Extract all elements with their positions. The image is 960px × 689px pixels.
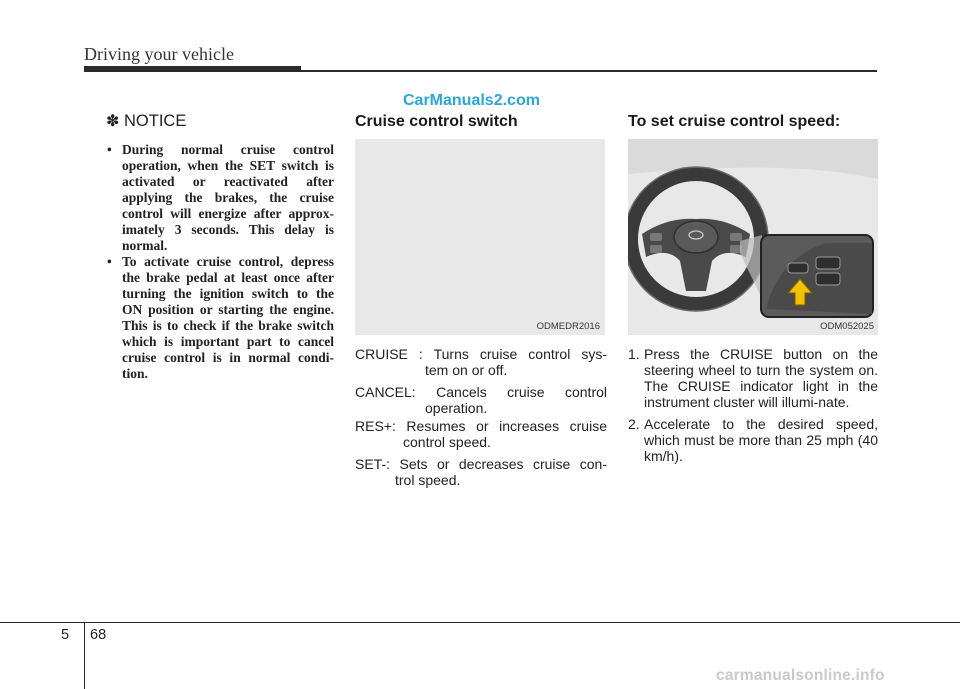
- page-header-title: Driving your vehicle: [84, 44, 234, 64]
- def-res-line1: RES+: Resumes or increases cruise: [355, 418, 607, 434]
- notice-item: • To activate cruise control, depress the brake pedal at least once after turning the ignition switch to the ON position or starting the engine. This is to check if the brake switch which is important part to cancel cruise control is in normal condi-tion.: [106, 254, 334, 382]
- step-text: Press the CRUISE button on the steering wheel to turn the system on. The CRUISE indicator light in the instrument cluster will illumi-nate.: [644, 346, 878, 410]
- header-bar: [84, 66, 301, 72]
- footer-divider: [84, 622, 85, 689]
- watermark-bottom: carmanualsonline.info: [716, 667, 885, 684]
- def-cruise: [355, 346, 607, 378]
- def-cancel-line2: operation.: [425, 400, 488, 416]
- def-res: [355, 418, 607, 450]
- def-cruise-line2: tem on or off.: [425, 362, 508, 378]
- step-number: 2.: [628, 416, 640, 432]
- set-speed-heading: To set cruise control speed:: [628, 113, 841, 130]
- notice-list: [106, 142, 334, 382]
- notice-icon: ✽: [106, 113, 120, 130]
- footer-rule: [0, 622, 960, 623]
- header-rule: [301, 70, 877, 72]
- section-number: 5: [61, 627, 70, 643]
- def-set: [355, 456, 607, 488]
- set-speed-steps: [628, 346, 878, 470]
- def-cancel-line1: CANCEL: Cancels cruise control: [355, 384, 607, 400]
- step-text: Accelerate to the desired speed, which must be more than 25 mph (40 km/h).: [644, 416, 878, 464]
- watermark-top: CarManuals2.com: [403, 92, 540, 109]
- page-number: 68: [90, 627, 107, 643]
- image-caption: ODM052025: [820, 321, 874, 332]
- step-item: [628, 346, 878, 410]
- image-caption: ODMEDR2016: [536, 321, 600, 332]
- notice-title: NOTICE: [124, 112, 187, 130]
- notice-item: • During normal cruise control operation, when the SET switch is activated or reactivated after applying the brakes, the cruise control will energize after approx-imately 3 seconds. This delay is normal.: [106, 142, 334, 254]
- step-item: [628, 416, 878, 464]
- def-set-line1: SET-: Sets or decreases cruise con-: [355, 456, 607, 472]
- cruise-switch-heading: Cruise control switch: [355, 113, 518, 130]
- def-res-line2: control speed.: [403, 434, 491, 450]
- cruise-switch-image: [355, 139, 605, 335]
- def-cancel: [355, 384, 607, 416]
- def-set-line2: trol speed.: [395, 472, 461, 488]
- steering-wheel-image: [628, 139, 878, 335]
- steering-wheel-illustration: [628, 139, 878, 335]
- def-cruise-line1: CRUISE : Turns cruise control sys-: [355, 346, 607, 362]
- notice-heading: [106, 111, 186, 131]
- step-number: 1.: [628, 346, 640, 362]
